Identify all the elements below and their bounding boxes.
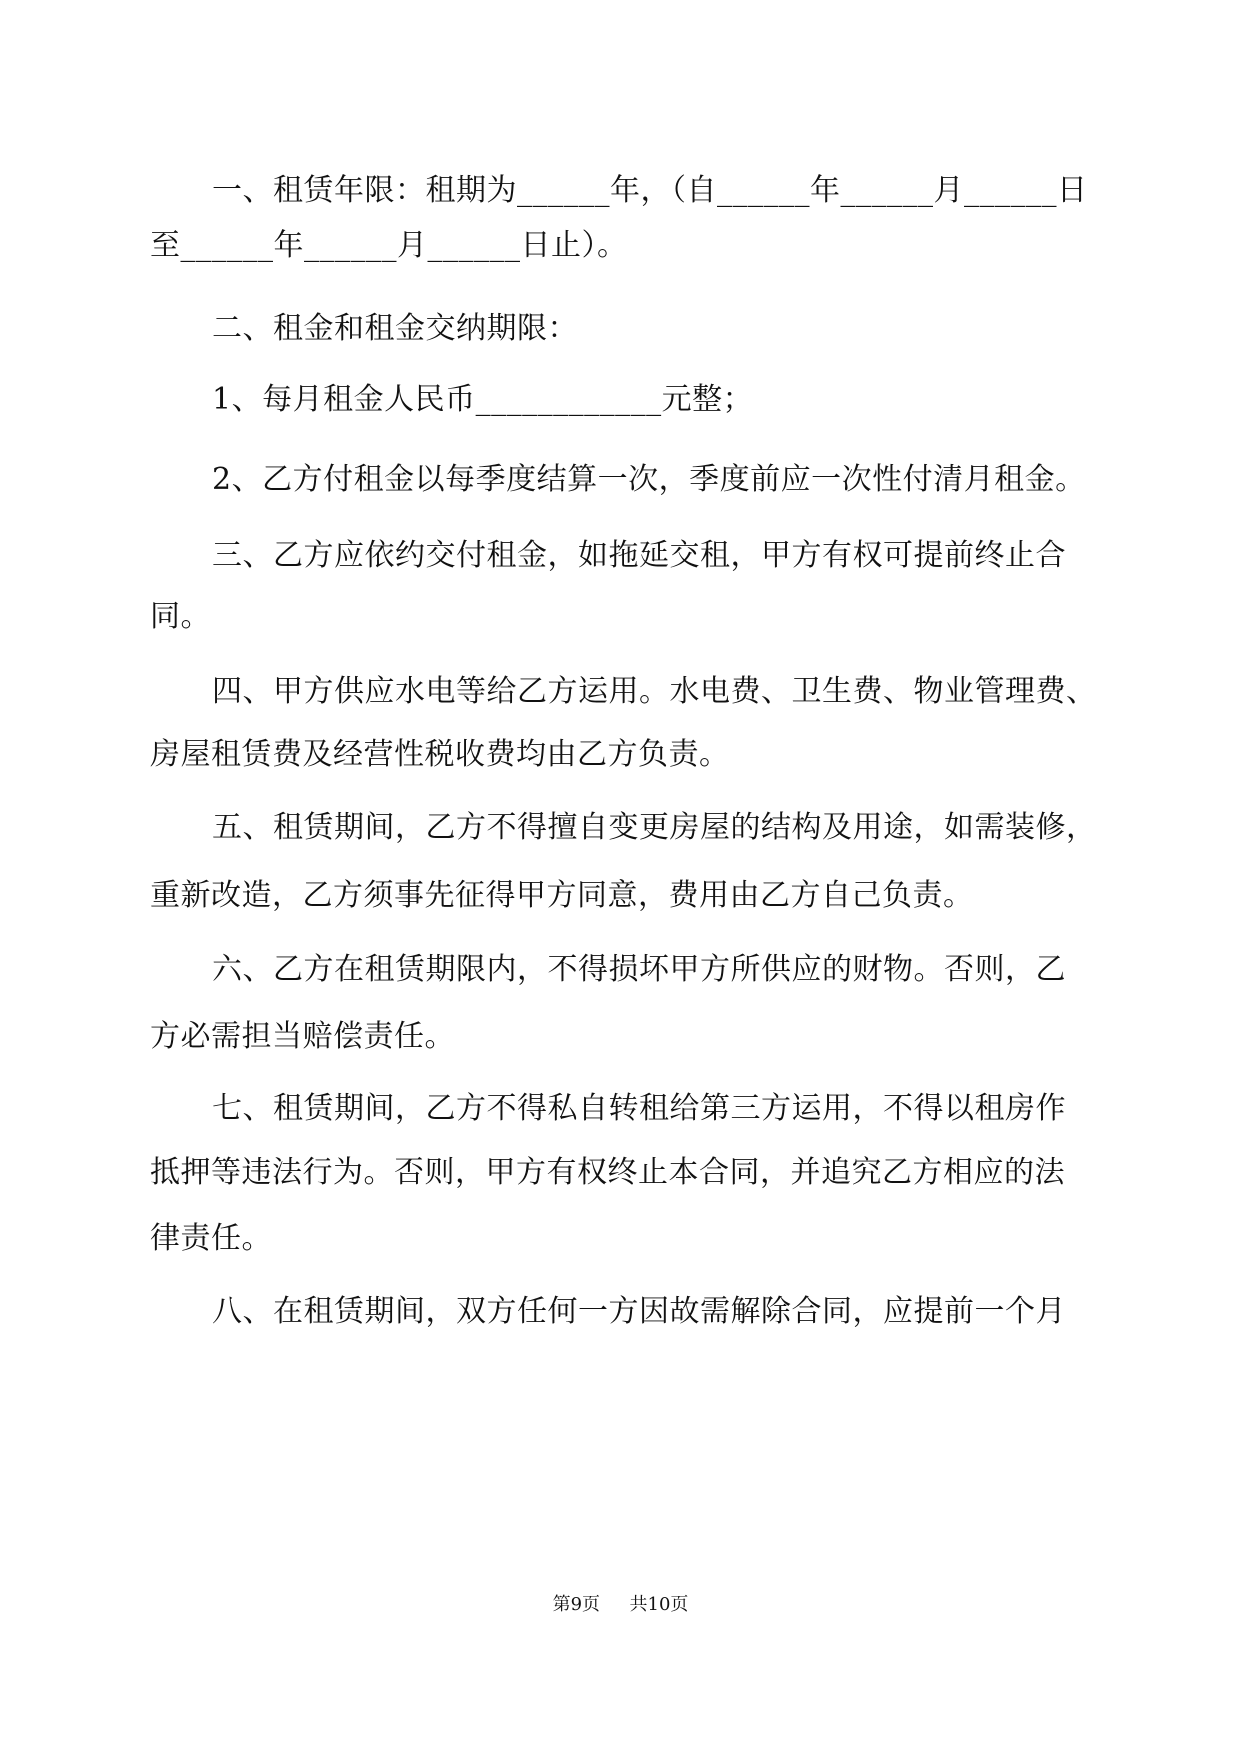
paragraph-3-line-1: 1、每月租金人民币____________元整； [212, 382, 754, 417]
paragraph-6-line-1: 四、甲方供应水电等给乙方运用。水电费、卫生费、物业管理费、 [212, 674, 1097, 709]
page-number-label: 第9页 [552, 1594, 601, 1615]
paragraph-5-line-2: 同。 [150, 599, 211, 634]
page-footer [0, 1593, 1241, 1617]
paragraph-1-line-1: 一、租赁年限：租期为______年，（自______年______月______日 [212, 173, 1088, 208]
paragraph-9-line-3: 律责任。 [150, 1221, 272, 1256]
paragraph-2-line-1: 二、租金和租金交纳期限： [212, 311, 578, 346]
paragraph-7-line-2: 重新改造，乙方须事先征得甲方同意，费用由乙方自己负责。 [150, 878, 974, 913]
total-pages-label: 共10页 [629, 1594, 689, 1615]
paragraph-1-line-2: 至______年______月______日止）。 [150, 228, 628, 263]
paragraph-9-line-1: 七、租赁期间，乙方不得私自转租给第三方运用，不得以租房作 [212, 1091, 1066, 1126]
paragraph-8-line-1: 六、乙方在租赁期限内，不得损坏甲方所供应的财物。否则，乙 [212, 952, 1066, 987]
paragraph-7-line-1: 五、租赁期间，乙方不得擅自变更房屋的结构及用途，如需装修， [212, 810, 1097, 845]
paragraph-6-line-2: 房屋租赁费及经营性税收费均由乙方负责。 [150, 737, 730, 772]
paragraph-8-line-2: 方必需担当赔偿责任。 [150, 1019, 455, 1054]
paragraph-5-line-1: 三、乙方应依约交付租金，如拖延交租，甲方有权可提前终止合 [212, 538, 1066, 573]
paragraph-9-line-2: 抵押等违法行为。否则，甲方有权终止本合同，并追究乙方相应的法 [150, 1155, 1065, 1190]
paragraph-10-line-1: 八、在租赁期间，双方任何一方因故需解除合同，应提前一个月 [212, 1294, 1066, 1329]
paragraph-4-line-1: 2、乙方付租金以每季度结算一次，季度前应一次性付清月租金。 [212, 462, 1086, 497]
